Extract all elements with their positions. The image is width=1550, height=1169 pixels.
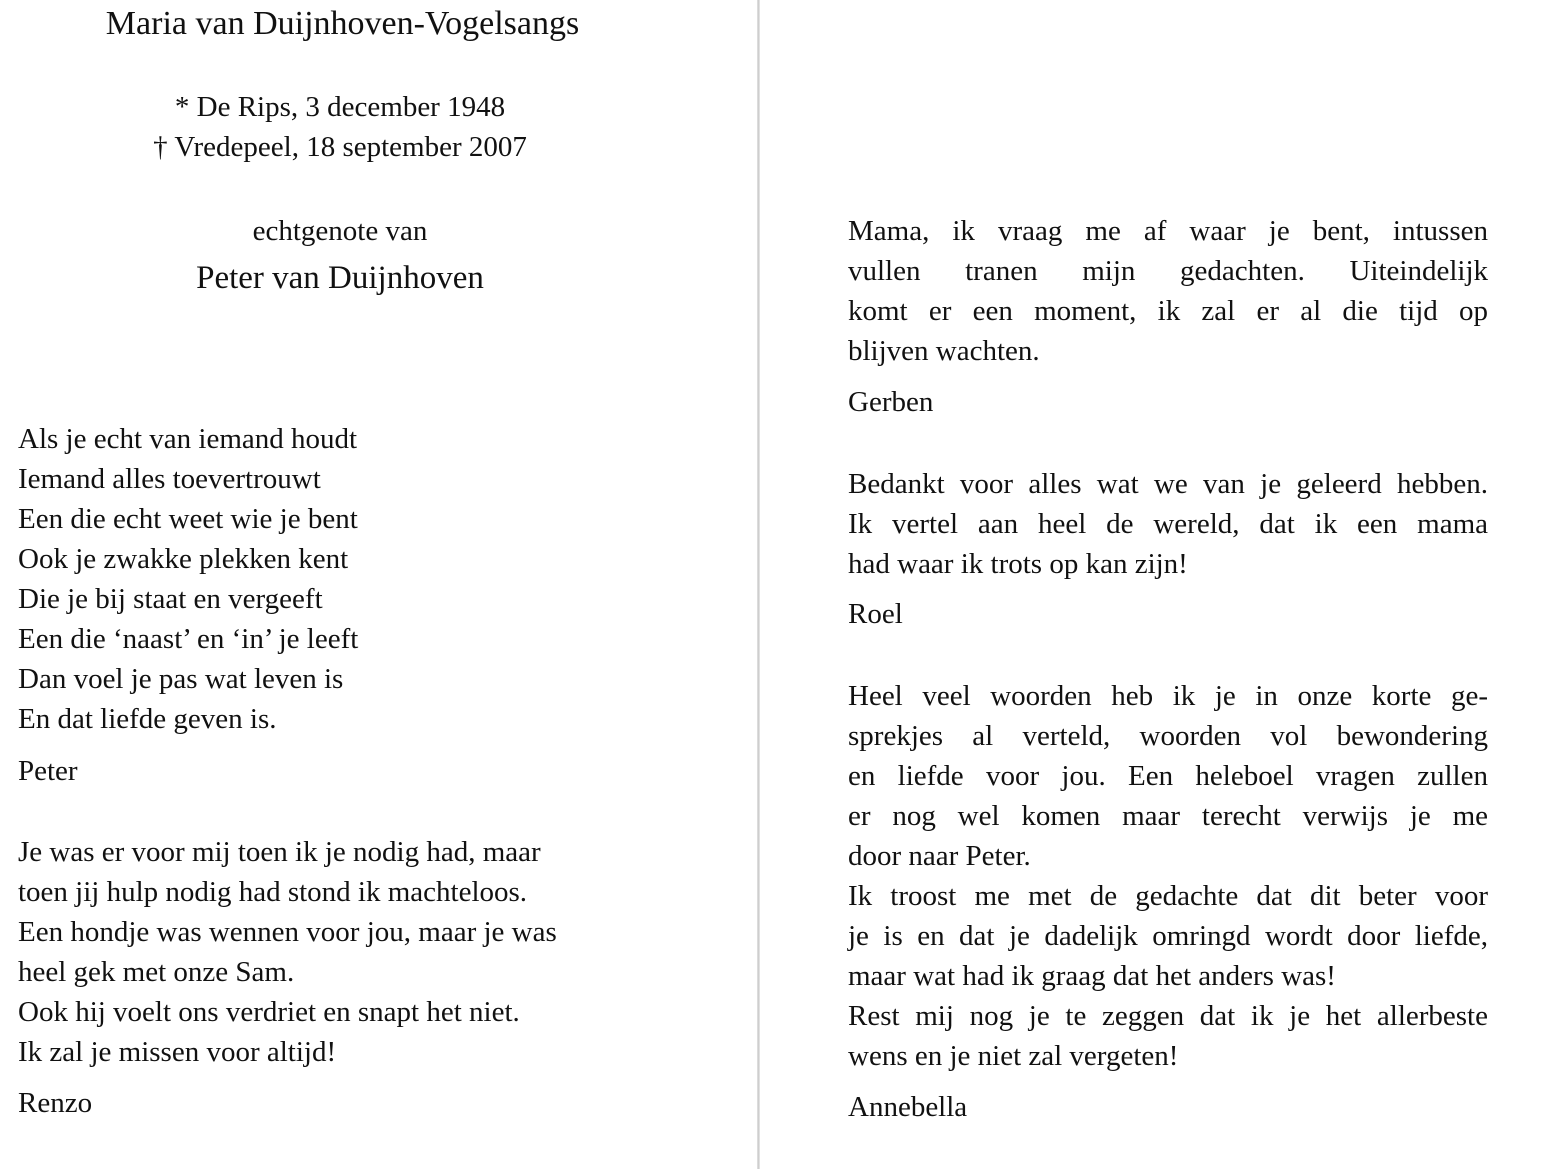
left-page <box>0 0 745 1169</box>
message-line: blijven wachten. <box>848 335 1040 367</box>
message-line: Rest mij nog je te zeggen dat ik je het allerbeste <box>848 1000 1488 1032</box>
signature-renzo: Renzo <box>18 1087 93 1119</box>
message-line: maar wat had ik graag dat het anders was! <box>848 960 1336 992</box>
signature-annebella: Annebella <box>848 1091 968 1123</box>
signature-roel: Roel <box>848 598 903 630</box>
message-roel <box>848 464 1488 584</box>
message-line: heel gek met onze Sam. <box>18 956 295 988</box>
message-line: vullen tranen mijn gedachten. Uiteindelijk <box>848 255 1488 287</box>
birth-line: * De Rips, 3 december 1948 <box>174 91 506 123</box>
message-line: Ook hij voelt ons verdriet en snapt het niet. <box>18 996 520 1028</box>
message-annebella <box>848 676 1488 1076</box>
poem-line: Een die ‘naast’ en ‘in’ je leeft <box>18 623 359 655</box>
death-line: † Vredepeel, 18 september 2007 <box>153 131 527 163</box>
right-page <box>760 0 1550 1169</box>
life-dates <box>0 87 680 167</box>
poem-line: Ook je zwakke plekken kent <box>18 543 349 575</box>
poem-line: Die je bij staat en vergeeft <box>18 583 323 615</box>
message-line: door naar Peter. <box>848 840 1031 872</box>
message-renzo <box>18 832 718 1072</box>
poem-line: Iemand alles toevertrouwt <box>18 463 321 495</box>
message-line: Ik vertel aan heel de wereld, dat ik een mama <box>848 508 1488 540</box>
message-line: en liefde voor jou. Een heleboel vragen zullen <box>848 760 1488 792</box>
poem-line: Als je echt van iemand houdt <box>18 423 358 455</box>
message-line: Je was er voor mij toen ik je nodig had, maar <box>18 836 541 868</box>
poem <box>18 419 718 739</box>
message-line: komt er een moment, ik zal er al die tijd op <box>848 295 1488 327</box>
spouse-name: Peter van Duijnhoven <box>196 260 484 296</box>
signature-gerben: Gerben <box>848 386 934 418</box>
message-line: Bedankt voor alles wat we van je geleerd hebben. <box>848 468 1488 500</box>
message-line: je is en dat je dadelijk omringd wordt door liefde, <box>848 920 1488 952</box>
signature-peter: Peter <box>18 755 78 787</box>
message-line: Heel veel woorden heb ik je in onze korte ge- <box>848 680 1488 712</box>
poem-line: En dat liefde geven is. <box>18 703 277 735</box>
message-line: er nog wel komen maar terecht verwijs je me <box>848 800 1488 832</box>
message-line: Een hondje was wennen voor jou, maar je was <box>18 916 557 948</box>
poem-line: Een die echt weet wie je bent <box>18 503 358 535</box>
deceased-name: Maria van Duijnhoven-Vogelsangs <box>105 5 580 42</box>
message-line: Ik zal je missen voor altijd! <box>18 1036 337 1068</box>
message-line: toen jij hulp nodig had stond ik machteloos. <box>18 876 528 908</box>
message-line: Mama, ik vraag me af waar je bent, intussen <box>848 215 1488 247</box>
message-gerben <box>848 211 1488 371</box>
poem-line: Dan voel je pas wat leven is <box>18 663 344 695</box>
message-line: Ik troost me met de gedachte dat dit beter voor <box>848 880 1488 912</box>
spouse-intro: echtgenote van <box>252 215 428 247</box>
message-line: wens en je niet zal vergeten! <box>848 1040 1179 1072</box>
message-line: had waar ik trots op kan zijn! <box>848 548 1188 580</box>
message-line: sprekjes al verteld, woorden vol bewondering <box>848 720 1488 752</box>
